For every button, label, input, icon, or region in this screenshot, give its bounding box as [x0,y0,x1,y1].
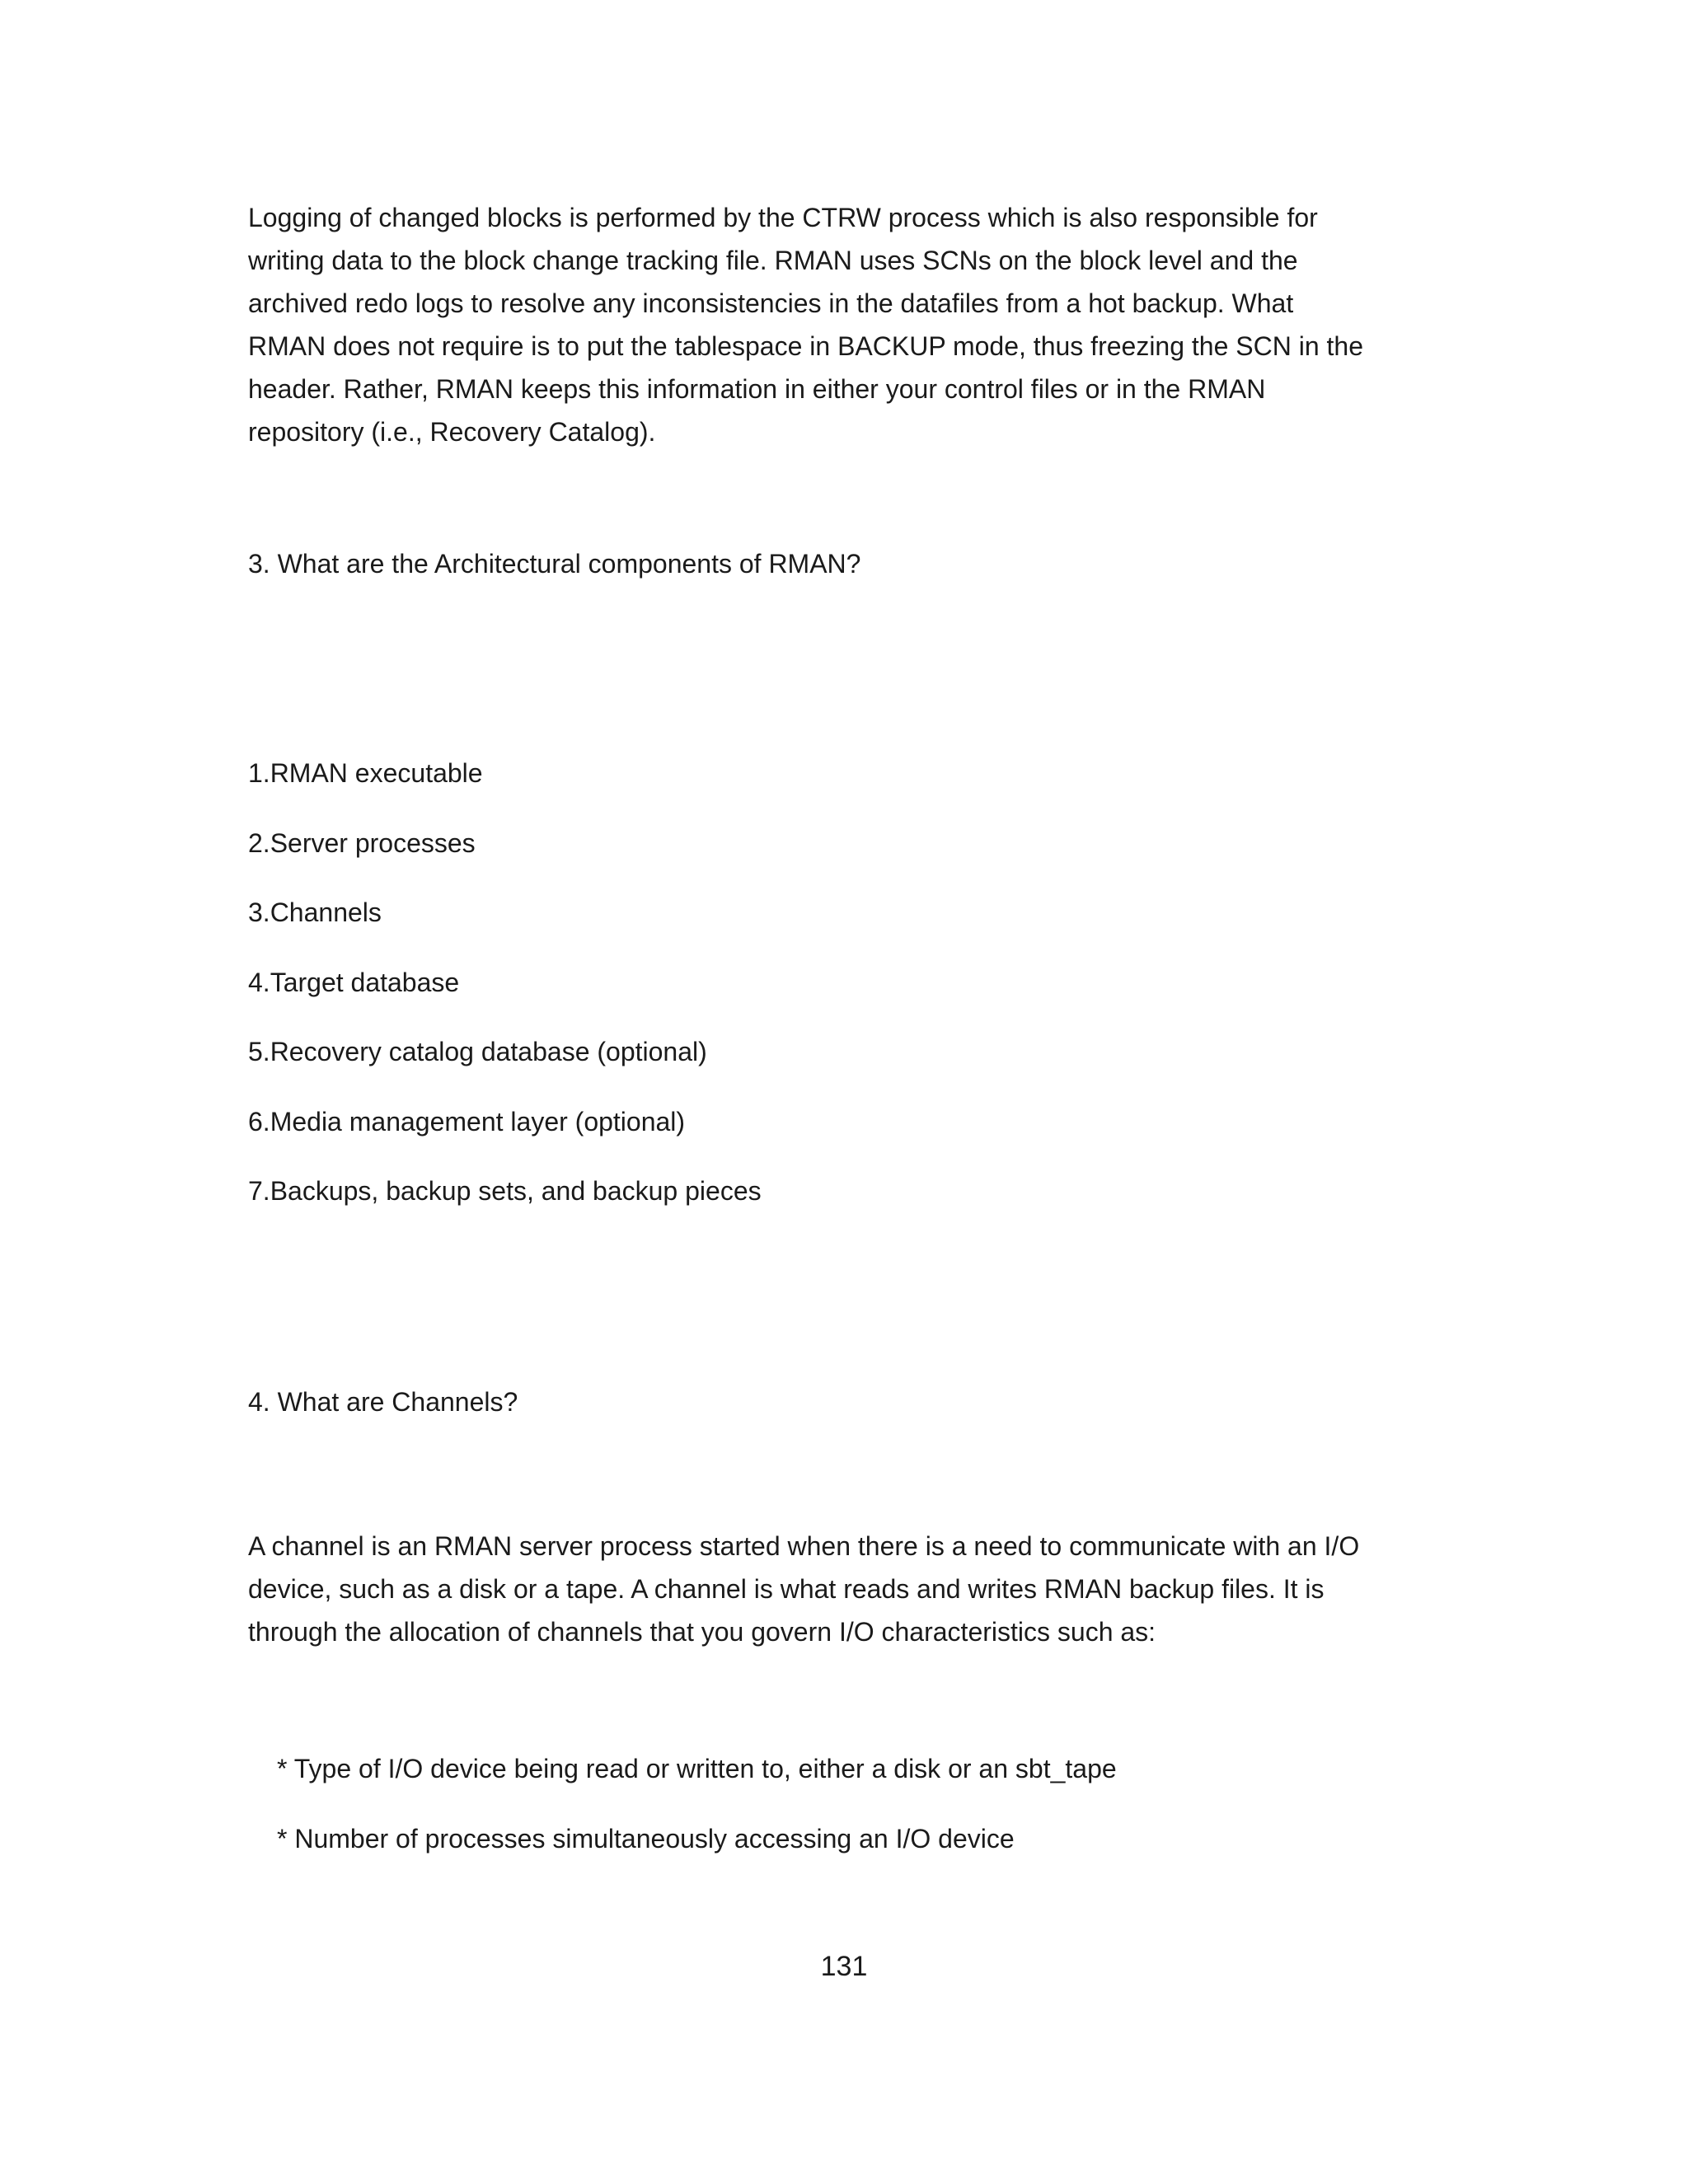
component-item-1: 1.RMAN executable [248,758,483,788]
channel-paragraph [248,1525,1451,1653]
intro-line: header. Rather, RMAN keeps this information in either your control files or in the RMAN [248,374,1266,404]
intro-line: repository (i.e., Recovery Catalog). [248,417,656,447]
bullet-item-1: * Type of I/O device being read or written to, either a disk or an sbt_tape [277,1754,1117,1783]
question-3-heading: 3. What are the Architectural components of RMAN? [248,549,861,579]
channel-line: device, such as a disk or a tape. A channel is what reads and writes RMAN backup files. It is [248,1574,1325,1604]
channel-line: A channel is an RMAN server process started when there is a need to communicate with an I/O [248,1531,1360,1561]
page-number: 131 [820,1951,868,1982]
intro-line: Logging of changed blocks is performed by the CTRW process which is also responsible for [248,203,1318,232]
component-item-3: 3.Channels [248,898,382,927]
intro-line: archived redo logs to resolve any inconsistencies in the datafiles from a hot backup. What [248,288,1294,318]
question-4-heading: 4. What are Channels? [248,1387,518,1417]
intro-paragraph [248,196,1451,453]
component-item-4: 4.Target database [248,968,460,997]
component-item-5: 5.Recovery catalog database (optional) [248,1037,707,1066]
component-item-7: 7.Backups, backup sets, and backup pieces [248,1176,762,1206]
bullet-item-2: * Number of processes simultaneously accessing an I/O device [277,1824,1015,1854]
intro-line: RMAN does not require is to put the tablespace in BACKUP mode, thus freezing the SCN in the [248,331,1364,361]
channel-line: through the allocation of channels that you govern I/O characteristics such as: [248,1617,1156,1647]
component-item-6: 6.Media management layer (optional) [248,1107,686,1137]
intro-line: writing data to the block change tracking file. RMAN uses SCNs on the block level and the [248,246,1298,275]
component-item-2: 2.Server processes [248,828,476,858]
